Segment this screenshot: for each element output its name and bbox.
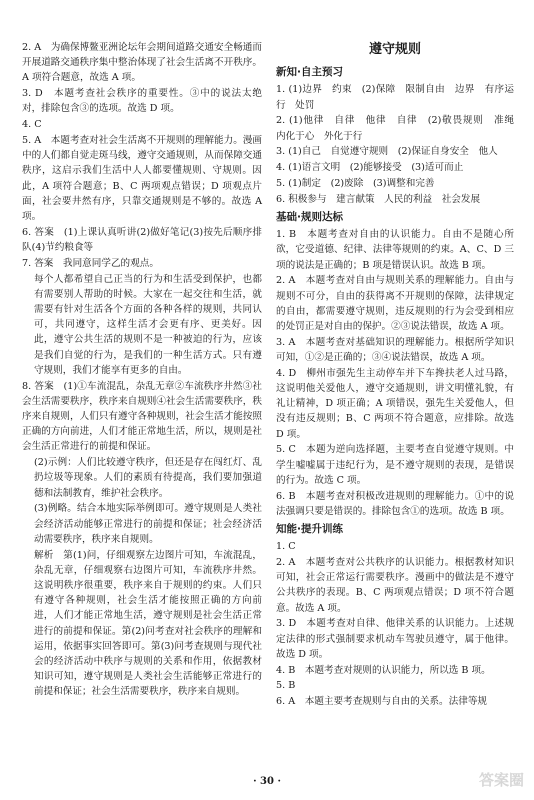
section-title: 遵守规则	[368, 42, 421, 57]
subsection-heading: 基础·规则达标	[276, 211, 343, 223]
watermark-logo: 答案圈	[478, 771, 524, 789]
subsection-heading: 知能·提升训练	[276, 523, 343, 536]
answer-paragraph: 3. A 本题考查对基础知识的理解能力。根据所学知识可知，①②是正确的；③④说法错误，故选 A 项。	[276, 336, 514, 364]
answer-paragraph: (2)示例：人们比较遵守秩序，但还是存在闯红灯、乱扔垃圾等现象。人们的素质有待提高，我们要加强道德和法制教育，维护社会秩序。	[34, 457, 262, 499]
answer-paragraph: 5. B	[276, 680, 296, 692]
answer-paragraph: 8. 答案 (1)①车流混乱，杂乱无章②车流秩序井然③社会生活需要秩序，秩序来自规则④社会生活需要秩序，秩序来自规则，人们只有遵守各种规则，社会生活才能按照正确的方向前进，人们才能正常地生活，所以，规则是社会生活正常进行的前提和保证。	[22, 380, 262, 453]
page-number: · 30 ·	[253, 776, 281, 787]
answer-paragraph: 3. D 本题考查对自律、他律关系的认识能力。上述规定法律的形式强制要求机动车驾驶员遵守，属于他律。故选 D 项。	[276, 618, 514, 660]
answer-paragraph: 2. A 本题考查对公共秩序的认识能力。根据教材知识可知，社会正常运行需要秩序。漫画中的做法是不遵守公共秩序的表现。B、C 两项观点错误；D 项不符合题意。故选 A 项。	[276, 557, 514, 614]
answer-paragraph: 4. B 本题考查对规则的认识能力，所以选 B 项。	[276, 664, 491, 676]
answer-paragraph: 每个人都希望自己正当的行为和生活受到保护，也都有需要别人帮助的时候。大家在一起交往和生活，就需要有针对生活各个方面的各种各样的规则，共同认可，共同遵守，这样生活才会更有序、更美好。因此，遵守公共生活的规则不是一种被迫的行为，应该是我们自觉的行为，是我们的一种生活方式。只有遵守规则，我们才能享有更多的自由。	[34, 273, 262, 376]
answer-paragraph: 4. D 柳州市强先生主动停车并下车搀扶老人过马路，这说明他关爱他人，遵守交通规则，讲文明懂礼貌，有礼让精神，D 项正确；A 项错误，强先生关爱他人，但没有违反规则；B、C 两项不符合题意，应排除。故选 D 项。	[276, 367, 514, 440]
answer-paragraph: 5. (1)制定 (2)废除 (3)调整和完善	[276, 178, 435, 189]
answer-paragraph: 6. B 本题考查对积极改进规则的理解能力。①中的说法强调只要是错误的。排除包含①的选项。故选 B 项。	[276, 490, 514, 517]
answer-paragraph: 3. D 本题考查社会秩序的重要性。③中的说法太绝对，排除包含③的选项。故选 D 项。	[22, 88, 262, 115]
answer-paragraph: 2. (1)他律 自律 他律 自律 (2)敬畏规则 准绳 内化于心 外化于行	[276, 115, 524, 142]
answer-paragraph: 6. 积极参与 建言献策 人民的利益 社会发展	[276, 193, 481, 205]
answer-paragraph: 2. A 本题考查对自由与规则关系的理解能力。自由与规则不可分，自由的获得离不开规则的保障，法律规定的自由，都需要遵守规则，违反规则的行为会受到相应的处罚正是对自由的保护。②③说法错误，故选 A 项。	[276, 275, 514, 333]
answer-paragraph: 解析 第(1)问，仔细观察左边图片可知，车流混乱，杂乱无章，仔细观察右边图片可知，车流秩序井然。这说明秩序很重要，秩序来自于规则的约束。人们只有遵守各种规则，社会生活才能按照正确的方向前进，人们才能正常地生活，遵守规则是社会生活正常进行的前提和保证。第(2)问考查对社会秩序的理解和运用，依据事实回答即可。第(3)问考查规则与现代社会的经济活动中秩序与规则的关系和作用，依据教材知识可知，遵守规则是人类社会生活能够正常进行的前提和保证；社会生活需要秩序，秩序来自规则。	[34, 549, 262, 698]
answer-paragraph: 1. (1)边界 约束 (2)保障 限制自由 边界 有序运行 处罚	[276, 84, 514, 111]
answer-paragraph: 7. 答案 我同意同学乙的观点。	[22, 257, 159, 269]
answer-paragraph: (3)例略。结合本地实际举例即可。遵守规则是人类社会经济活动能够正常进行的前提和保证；社会经济活动需要秩序，秩序来自规则。	[34, 503, 262, 545]
answer-paragraph: 1. C	[276, 541, 296, 553]
answer-paragraph: 3. (1)自己 自觉遵守规则 (2)保证自身安全 他人	[276, 146, 498, 158]
answer-paragraph: 1. B 本题考查对自由的认识能力。自由不是随心所欲，它受道德、纪律、法律等规则的约束。A、C、D 三项的说法是正确的；B 项是错误认识。故选 B 项。	[276, 229, 514, 271]
left-column	[22, 40, 262, 700]
right-column	[276, 40, 524, 709]
answer-paragraph: 6. A 本题主要考查规则与自由的关系。法律等规	[276, 696, 488, 708]
answer-paragraph: 5. C 本题为逆向选择题，主要考查自觉遵守规则。中学生嘘嘘属于违纪行为，是不遵守规则的表现，是错误的行为。故选 C 项。	[276, 444, 514, 486]
answer-paragraph: 4. C	[22, 119, 42, 131]
answer-paragraph: 5. A 本题考查对社会生活离不开规则的理解能力。漫画中的人们都自觉走斑马线，遵守交通规则，从而保障交通秩序，这启示我们生活中人人都要懂规则、守规则。因此，A 项符合题意；B、C 两项观点错误；D 项观点片面，社会要井然有序，只靠交通规则是不够的。故选 A 项。	[22, 135, 262, 223]
subsection-heading: 新知·自主预习	[276, 66, 343, 79]
answer-paragraph: 2. A 为确保博鳌亚洲论坛年会期间道路交通安全畅通而开展道路交通秩序集中整治体现了社会生活离不开秩序。A 项符合题意，故选 A 项。	[22, 42, 262, 84]
answer-paragraph: 4. (1)语言文明 (2)能够接受 (3)适可而止	[276, 162, 464, 174]
answer-paragraph: 6. 答案 (1)上课认真听讲(2)做好笔记(3)按先后顺序排队(4)节约粮食等	[22, 226, 262, 254]
